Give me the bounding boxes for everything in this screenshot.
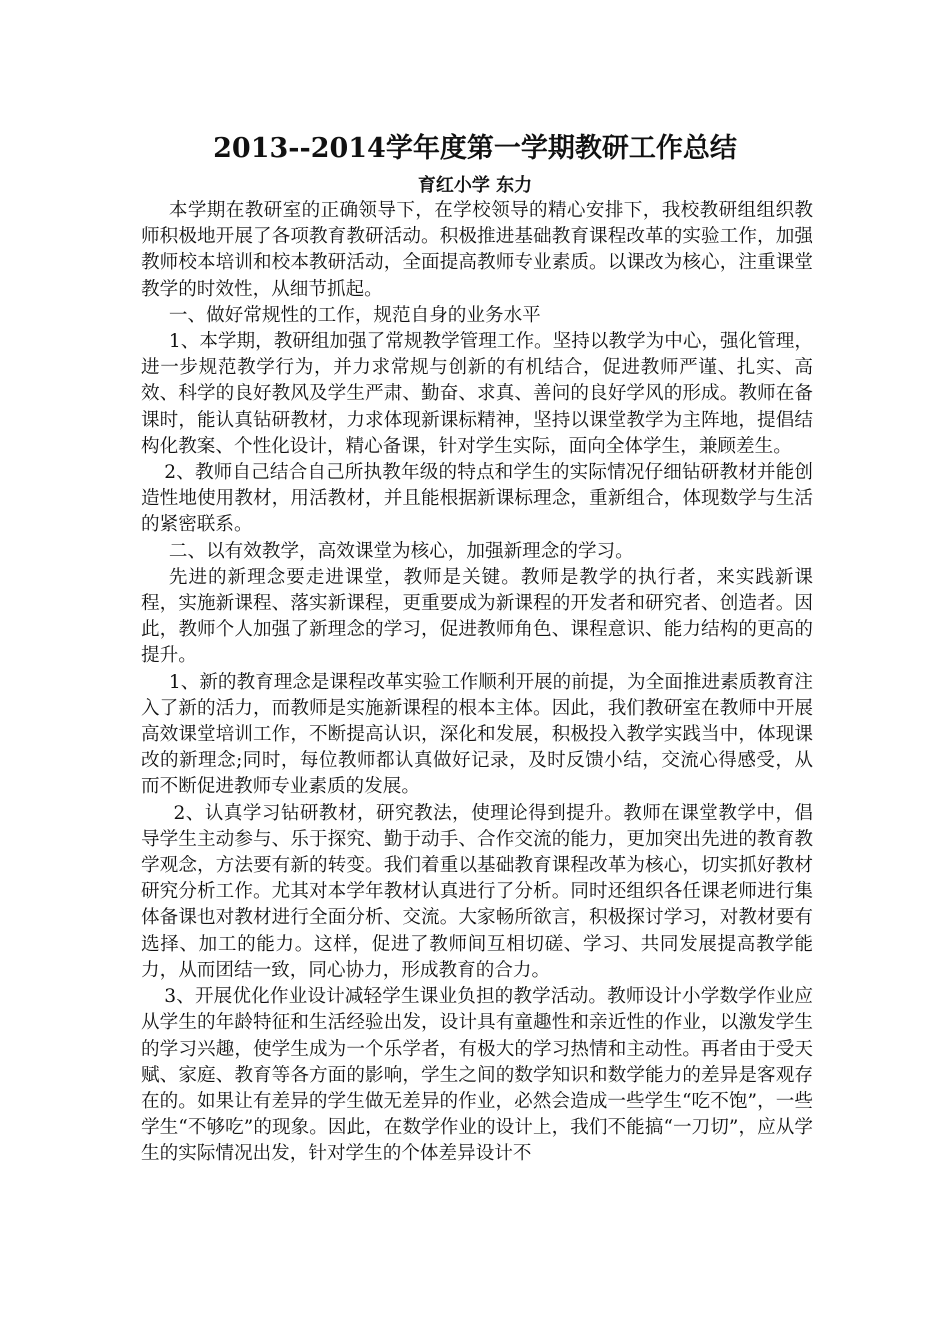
paragraph-item-2-3: 3、开展优化作业设计减轻学生课业负担的教学活动。教师设计小学数学作业应从学生的年龄特征和生活经验出发，设计具有童趣性和亲近性的作业，以激发学生的学习兴趣，使学生成为一个乐学者，有极大的学习热情和主动性。再者由于受天赋、家庭、教育等各方面的影响，学生之间的数学知识和数学能力的差异是客观存在的。如果让有差异的学生做无差异的作业，必然会造成一些学生“吃不饱”，一些学生“不够吃”的现象。因此，在数学作业的设计上，我们不能搞“一刀切”，应从学生的实际情况出发，针对学生的个体差异设计不: [141, 986, 813, 1165]
document-body: [141, 198, 813, 1168]
paragraph-item-2-2: 2、认真学习钻研教材，研究教法，使理论得到提升。教师在课堂教学中，倡导学生主动参与、乐于探究、勤于动手、合作交流的能力，更加突出先进的教育教学观念，方法要有新的转变。我们着重以基础教育课程改革为核心，切实抓好教材研究分析工作。尤其对本学年教材认真进行了分析。同时还组织各任课老师进行集体备课也对教材进行全面分析、交流。大家畅所欲言，积极探讨学习，对教材要有选择、加工的能力。这样，促进了教师间互相切磋、学习、共同发展提高教学能力，从而团结一致，同心协力，形成教育的合力。: [141, 802, 813, 981]
paragraph-intro: 本学期在教研室的正确领导下，在学校领导的精心安排下，我校教研组组织教师积极地开展了各项教育教研活动。积极推进基础教育课程改革的实验工作，加强教师校本培训和校本教研活动，全面提高教师专业素质。以课改为核心，注重课堂教学的时效性，从细节抓起。: [141, 200, 813, 300]
document-title: 2013--2014学年度第一学期教研工作总结: [213, 133, 737, 164]
section-heading-1: 一、做好常规性的工作，规范自身的业务水平: [168, 304, 541, 326]
document-author: 育红小学 东力: [417, 175, 533, 196]
paragraph-item-1-1: 1、本学期，教研组加强了常规教学管理工作。坚持以教学为中心，强化管理，进一步规范教学行为，并力求常规与创新的有机结合，促进教师严谨、扎实、高效、科学的良好教风及学生严肃、勤奋、求真、善问的良好学风的形成。教师在备课时，能认真钻研教材，力求体现新课标精神，坚持以课堂教学为主阵地，提倡结构化教案、个性化设计，精心备课，针对学生实际，面向全体学生，兼顾差生。: [141, 331, 813, 457]
paragraph-section-2-intro: 先进的新理念要走进课堂，教师是关键。教师是教学的执行者，来实践新课程，实施新课程、落实新课程，更重要成为新课程的开发者和研究者、创造者。因此，教师个人加强了新理念的学习，促进教师角色、课程意识、能力结构的更高的提升。: [141, 566, 813, 667]
paragraph-item-1-2: 2、教师自己结合自己所执教年级的特点和学生的实际情况仔细钻研教材并能创造性地使用教材，用活教材，并且能根据新课标理念，重新组合，体现数学与生活的紧密联系。: [141, 462, 813, 536]
paragraph-item-2-1: 1、新的教育理念是课程改革实验工作顺利开展的前提，为全面推进素质教育注入了新的活力，而教师是实施新课程的根本主体。因此，我们教研室在教师中开展高效课堂培训工作，不断提高认识，深化和发展，积极投入教学实践当中，体现课改的新理念;同时，每位教师都认真做好记录，及时反馈小结，交流心得感受，从而不断促进教师专业素质的发展。: [141, 671, 813, 798]
section-heading-2: 二、以有效教学，高效课堂为核心，加强新理念的学习。: [168, 540, 634, 562]
